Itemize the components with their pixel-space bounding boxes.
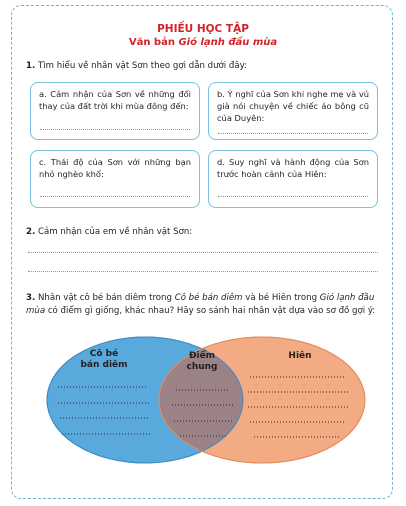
- box-b-prompt: b. Ý nghĩ của Sơn khi nghe mẹ và vú già nói chuyện về chiếc áo bông cũ của Duyên:: [217, 89, 369, 123]
- worksheet-title: PHIẾU HỌC TẬP: [157, 23, 249, 35]
- question-3: 3. Nhân vật cô bé bán diêm trong Cô bé bán diêm và bé Hiên trong Gió lạnh đầu mùa có điểm gì giống, khác nhau? Hãy so sánh hai nhân vật dựa vào sơ đồ gợi ý:: [26, 293, 376, 316]
- box-a-prompt: a. Cảm nhận của Sơn về những đổi thay của đất trời khi mùa đông đến:: [39, 89, 191, 111]
- venn-middle-label: Điểm chung: [186, 351, 218, 372]
- box-d-prompt: d. Suy nghĩ và hành động của Sơn trước hoàn cảnh của Hiên:: [217, 157, 369, 179]
- question-2: 2. Cảm nhận của em về nhân vật Sơn:: [26, 227, 193, 237]
- venn-right-label: Hiên: [288, 351, 312, 361]
- worksheet-subtitle: Văn bản Gió lạnh đầu mùa: [128, 37, 278, 48]
- question-1: 1. Tìm hiểu về nhân vật Sơn theo gợi dẫn dưới đây:: [26, 61, 247, 71]
- box-c-prompt: c. Thái độ của Sơn với những bạn nhỏ nghèo khổ:: [39, 157, 191, 179]
- venn-left-label: Cô bé bán diêm: [80, 349, 128, 370]
